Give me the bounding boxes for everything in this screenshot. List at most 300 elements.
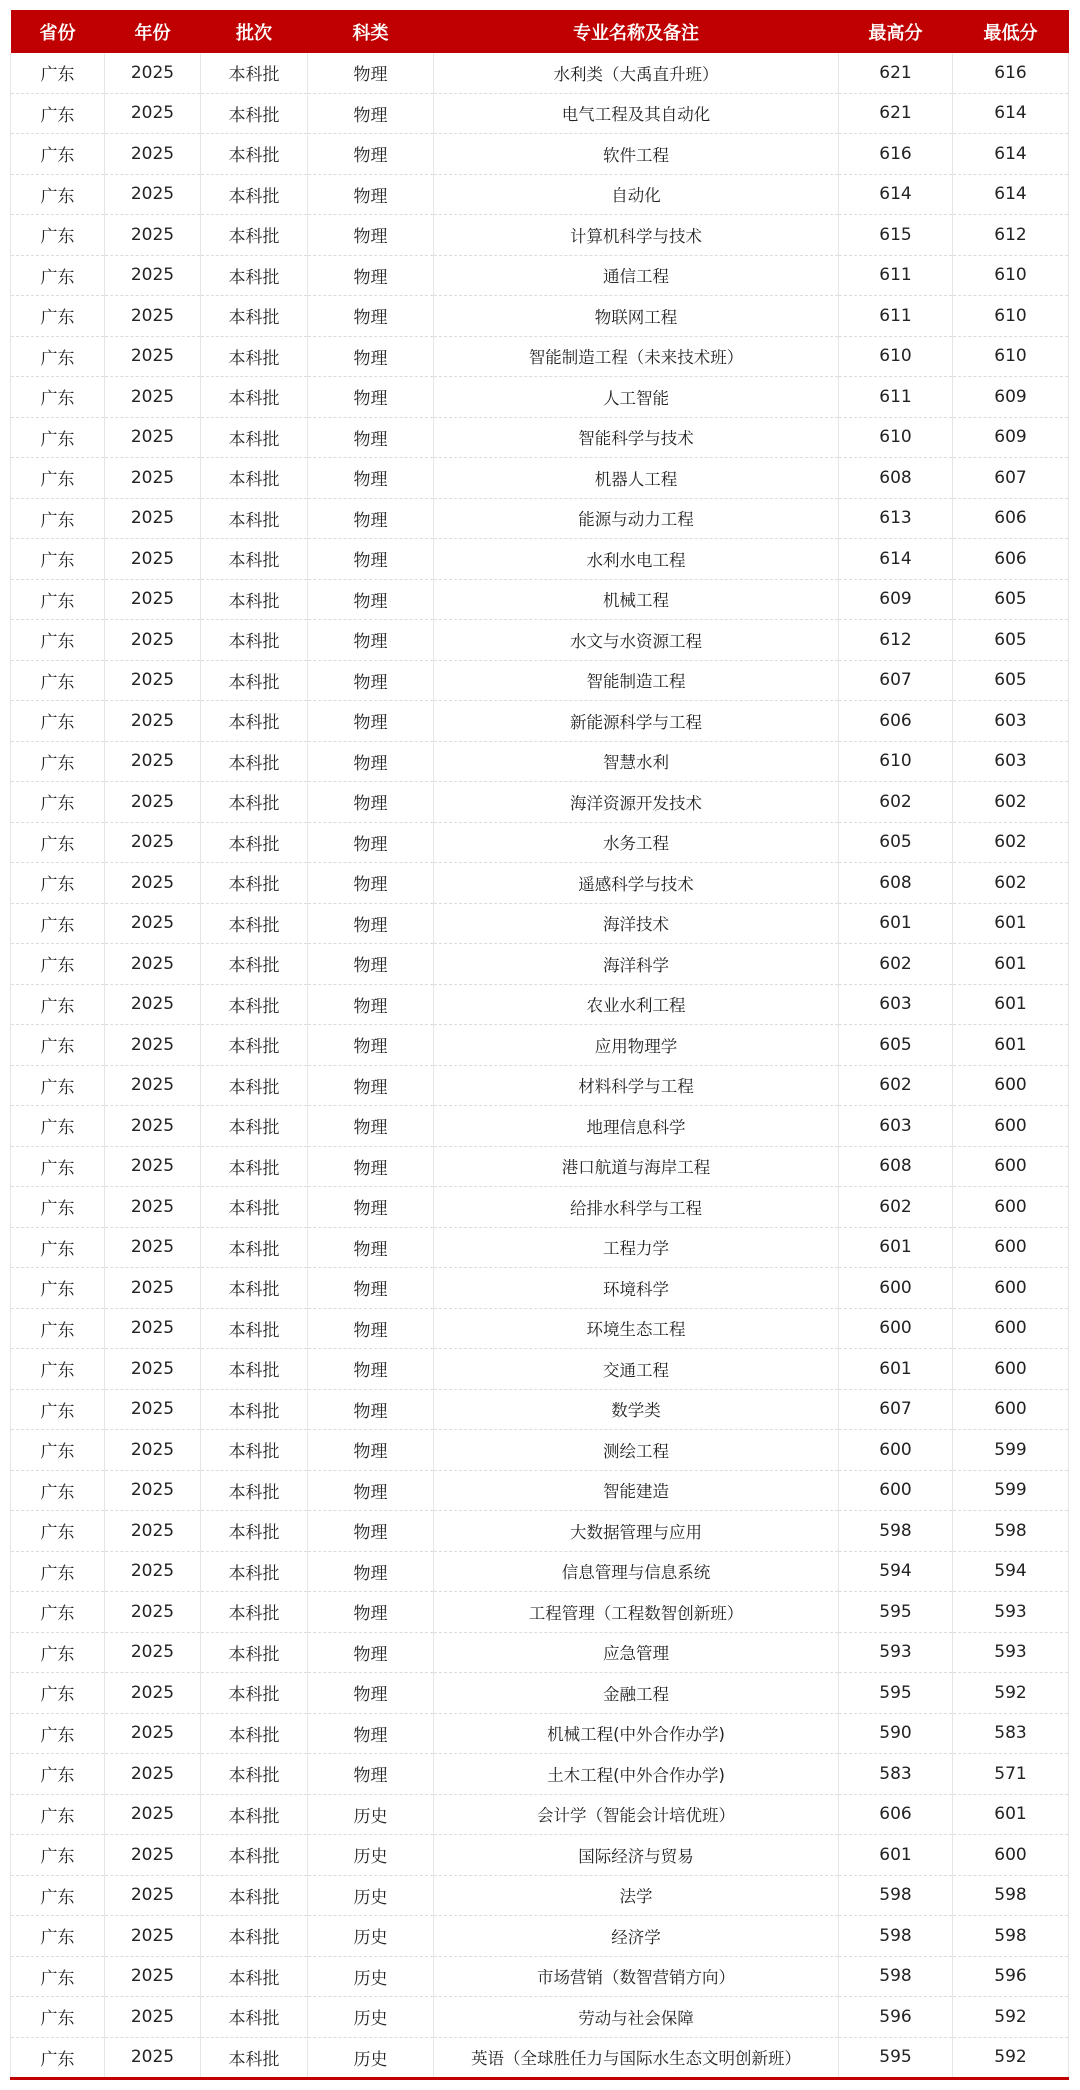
table-row <box>11 701 1069 742</box>
batch-cell: 本科批 <box>201 620 308 661</box>
batch-cell: 本科批 <box>201 1673 308 1714</box>
max-score-cell: 606 <box>839 1794 953 1835</box>
province-cell: 广东 <box>11 1227 105 1268</box>
year-cell: 2025 <box>105 701 201 742</box>
min-score-cell: 593 <box>953 1592 1069 1633</box>
subject-cell: 物理 <box>308 255 434 296</box>
year-cell: 2025 <box>105 417 201 458</box>
year-cell: 2025 <box>105 458 201 499</box>
subject-cell: 物理 <box>308 296 434 337</box>
subject-cell: 历史 <box>308 1875 434 1916</box>
min-score-cell: 609 <box>953 417 1069 458</box>
max-score-cell: 614 <box>839 539 953 580</box>
table-row <box>11 1875 1069 1916</box>
province-cell: 广东 <box>11 1794 105 1835</box>
min-score-cell: 599 <box>953 1470 1069 1511</box>
major-cell: 数学类 <box>434 1389 839 1430</box>
major-cell: 大数据管理与应用 <box>434 1511 839 1552</box>
batch-cell: 本科批 <box>201 944 308 985</box>
max-score-cell: 621 <box>839 93 953 134</box>
subject-cell: 物理 <box>308 1632 434 1673</box>
province-cell: 广东 <box>11 458 105 499</box>
table-row <box>11 1835 1069 1876</box>
header-batch: 批次 <box>201 10 308 53</box>
province-cell: 广东 <box>11 1025 105 1066</box>
table-header <box>11 10 1069 53</box>
year-cell: 2025 <box>105 1632 201 1673</box>
province-cell: 广东 <box>11 498 105 539</box>
province-cell: 广东 <box>11 822 105 863</box>
subject-cell: 物理 <box>308 1389 434 1430</box>
subject-cell: 物理 <box>308 417 434 458</box>
max-score-cell: 613 <box>839 498 953 539</box>
subject-cell: 物理 <box>308 498 434 539</box>
batch-cell: 本科批 <box>201 1430 308 1471</box>
table-row <box>11 1106 1069 1147</box>
header-subject: 科类 <box>308 10 434 53</box>
year-cell: 2025 <box>105 1146 201 1187</box>
major-cell: 新能源科学与工程 <box>434 701 839 742</box>
table-row <box>11 1227 1069 1268</box>
year-cell: 2025 <box>105 1268 201 1309</box>
year-cell: 2025 <box>105 1997 201 2038</box>
table-row <box>11 1470 1069 1511</box>
max-score-cell: 600 <box>839 1470 953 1511</box>
subject-cell: 物理 <box>308 1065 434 1106</box>
batch-cell: 本科批 <box>201 1187 308 1228</box>
min-score-cell: 601 <box>953 1025 1069 1066</box>
batch-cell: 本科批 <box>201 863 308 904</box>
min-score-cell: 600 <box>953 1268 1069 1309</box>
major-cell: 工程力学 <box>434 1227 839 1268</box>
year-cell: 2025 <box>105 53 201 93</box>
min-score-cell: 592 <box>953 2037 1069 2079</box>
year-cell: 2025 <box>105 1227 201 1268</box>
major-cell: 水务工程 <box>434 822 839 863</box>
major-cell: 劳动与社会保障 <box>434 1997 839 2038</box>
max-score-cell: 607 <box>839 1389 953 1430</box>
table-row <box>11 1632 1069 1673</box>
max-score-cell: 593 <box>839 1632 953 1673</box>
year-cell: 2025 <box>105 660 201 701</box>
subject-cell: 历史 <box>308 2037 434 2079</box>
table-row <box>11 1592 1069 1633</box>
province-cell: 广东 <box>11 2037 105 2079</box>
province-cell: 广东 <box>11 1713 105 1754</box>
batch-cell: 本科批 <box>201 1875 308 1916</box>
min-score-cell: 598 <box>953 1511 1069 1552</box>
batch-cell: 本科批 <box>201 1592 308 1633</box>
table-row <box>11 1754 1069 1795</box>
subject-cell: 历史 <box>308 1794 434 1835</box>
min-score-cell: 616 <box>953 53 1069 93</box>
table-row <box>11 822 1069 863</box>
province-cell: 广东 <box>11 1673 105 1714</box>
batch-cell: 本科批 <box>201 741 308 782</box>
major-cell: 环境科学 <box>434 1268 839 1309</box>
max-score-cell: 602 <box>839 1187 953 1228</box>
province-cell: 广东 <box>11 620 105 661</box>
batch-cell: 本科批 <box>201 296 308 337</box>
max-score-cell: 608 <box>839 458 953 499</box>
min-score-cell: 609 <box>953 377 1069 418</box>
major-cell: 智慧水利 <box>434 741 839 782</box>
min-score-cell: 593 <box>953 1632 1069 1673</box>
min-score-cell: 614 <box>953 134 1069 175</box>
major-cell: 经济学 <box>434 1916 839 1957</box>
year-cell: 2025 <box>105 984 201 1025</box>
table-row <box>11 417 1069 458</box>
header-row <box>11 10 1069 53</box>
table-row <box>11 1146 1069 1187</box>
major-cell: 地理信息科学 <box>434 1106 839 1147</box>
major-cell: 水文与水资源工程 <box>434 620 839 661</box>
subject-cell: 历史 <box>308 1916 434 1957</box>
subject-cell: 物理 <box>308 822 434 863</box>
subject-cell: 历史 <box>308 1835 434 1876</box>
batch-cell: 本科批 <box>201 660 308 701</box>
province-cell: 广东 <box>11 1470 105 1511</box>
batch-cell: 本科批 <box>201 1713 308 1754</box>
year-cell: 2025 <box>105 296 201 337</box>
batch-cell: 本科批 <box>201 377 308 418</box>
province-cell: 广东 <box>11 53 105 93</box>
batch-cell: 本科批 <box>201 1025 308 1066</box>
table-row <box>11 498 1069 539</box>
batch-cell: 本科批 <box>201 458 308 499</box>
max-score-cell: 611 <box>839 296 953 337</box>
min-score-cell: 598 <box>953 1875 1069 1916</box>
batch-cell: 本科批 <box>201 336 308 377</box>
major-cell: 机械工程 <box>434 579 839 620</box>
max-score-cell: 594 <box>839 1551 953 1592</box>
batch-cell: 本科批 <box>201 134 308 175</box>
max-score-cell: 608 <box>839 863 953 904</box>
max-score-cell: 606 <box>839 701 953 742</box>
subject-cell: 物理 <box>308 863 434 904</box>
header-major: 专业名称及备注 <box>434 10 839 53</box>
province-cell: 广东 <box>11 903 105 944</box>
year-cell: 2025 <box>105 539 201 580</box>
year-cell: 2025 <box>105 620 201 661</box>
year-cell: 2025 <box>105 822 201 863</box>
province-cell: 广东 <box>11 1511 105 1552</box>
table-row <box>11 1551 1069 1592</box>
province-cell: 广东 <box>11 539 105 580</box>
subject-cell: 物理 <box>308 336 434 377</box>
year-cell: 2025 <box>105 1916 201 1957</box>
max-score-cell: 601 <box>839 1227 953 1268</box>
table-row <box>11 174 1069 215</box>
major-cell: 软件工程 <box>434 134 839 175</box>
subject-cell: 物理 <box>308 458 434 499</box>
table-row <box>11 458 1069 499</box>
table-row <box>11 741 1069 782</box>
year-cell: 2025 <box>105 1835 201 1876</box>
major-cell: 金融工程 <box>434 1673 839 1714</box>
batch-cell: 本科批 <box>201 1551 308 1592</box>
batch-cell: 本科批 <box>201 1754 308 1795</box>
major-cell: 智能科学与技术 <box>434 417 839 458</box>
major-cell: 智能制造工程 <box>434 660 839 701</box>
subject-cell: 物理 <box>308 660 434 701</box>
major-cell: 智能制造工程（未来技术班） <box>434 336 839 377</box>
table-row <box>11 1349 1069 1390</box>
province-cell: 广东 <box>11 984 105 1025</box>
year-cell: 2025 <box>105 1592 201 1633</box>
year-cell: 2025 <box>105 741 201 782</box>
max-score-cell: 595 <box>839 1592 953 1633</box>
table-row <box>11 984 1069 1025</box>
province-cell: 广东 <box>11 1835 105 1876</box>
max-score-cell: 598 <box>839 1511 953 1552</box>
min-score-cell: 598 <box>953 1916 1069 1957</box>
province-cell: 广东 <box>11 741 105 782</box>
province-cell: 广东 <box>11 1916 105 1957</box>
score-table <box>10 10 1069 2080</box>
year-cell: 2025 <box>105 944 201 985</box>
max-score-cell: 603 <box>839 1106 953 1147</box>
year-cell: 2025 <box>105 134 201 175</box>
max-score-cell: 610 <box>839 417 953 458</box>
major-cell: 自动化 <box>434 174 839 215</box>
min-score-cell: 601 <box>953 944 1069 985</box>
province-cell: 广东 <box>11 1875 105 1916</box>
province-cell: 广东 <box>11 1146 105 1187</box>
year-cell: 2025 <box>105 1308 201 1349</box>
province-cell: 广东 <box>11 134 105 175</box>
min-score-cell: 583 <box>953 1713 1069 1754</box>
min-score-cell: 600 <box>953 1106 1069 1147</box>
major-cell: 给排水科学与工程 <box>434 1187 839 1228</box>
min-score-cell: 600 <box>953 1835 1069 1876</box>
year-cell: 2025 <box>105 1754 201 1795</box>
min-score-cell: 612 <box>953 215 1069 256</box>
table-row <box>11 134 1069 175</box>
table-row <box>11 377 1069 418</box>
admission-score-sheet <box>10 10 1068 2080</box>
min-score-cell: 602 <box>953 782 1069 823</box>
year-cell: 2025 <box>105 377 201 418</box>
major-cell: 应用物理学 <box>434 1025 839 1066</box>
table-row <box>11 660 1069 701</box>
max-score-cell: 595 <box>839 1673 953 1714</box>
major-cell: 物联网工程 <box>434 296 839 337</box>
batch-cell: 本科批 <box>201 1308 308 1349</box>
year-cell: 2025 <box>105 1025 201 1066</box>
subject-cell: 物理 <box>308 1268 434 1309</box>
subject-cell: 物理 <box>308 1146 434 1187</box>
header-province: 省份 <box>11 10 105 53</box>
table-row <box>11 620 1069 661</box>
subject-cell: 物理 <box>308 1308 434 1349</box>
min-score-cell: 594 <box>953 1551 1069 1592</box>
min-score-cell: 607 <box>953 458 1069 499</box>
batch-cell: 本科批 <box>201 1106 308 1147</box>
subject-cell: 物理 <box>308 1025 434 1066</box>
min-score-cell: 610 <box>953 255 1069 296</box>
subject-cell: 物理 <box>308 1187 434 1228</box>
year-cell: 2025 <box>105 1551 201 1592</box>
batch-cell: 本科批 <box>201 255 308 296</box>
min-score-cell: 600 <box>953 1308 1069 1349</box>
province-cell: 广东 <box>11 1997 105 2038</box>
table-row <box>11 1511 1069 1552</box>
batch-cell: 本科批 <box>201 579 308 620</box>
province-cell: 广东 <box>11 296 105 337</box>
subject-cell: 物理 <box>308 701 434 742</box>
min-score-cell: 614 <box>953 93 1069 134</box>
province-cell: 广东 <box>11 174 105 215</box>
year-cell: 2025 <box>105 93 201 134</box>
province-cell: 广东 <box>11 377 105 418</box>
max-score-cell: 602 <box>839 944 953 985</box>
province-cell: 广东 <box>11 1349 105 1390</box>
batch-cell: 本科批 <box>201 1349 308 1390</box>
table-row <box>11 1308 1069 1349</box>
province-cell: 广东 <box>11 1106 105 1147</box>
min-score-cell: 606 <box>953 539 1069 580</box>
major-cell: 海洋技术 <box>434 903 839 944</box>
min-score-cell: 601 <box>953 984 1069 1025</box>
province-cell: 广东 <box>11 863 105 904</box>
year-cell: 2025 <box>105 2037 201 2079</box>
batch-cell: 本科批 <box>201 1389 308 1430</box>
major-cell: 海洋资源开发技术 <box>434 782 839 823</box>
province-cell: 广东 <box>11 1065 105 1106</box>
subject-cell: 物理 <box>308 1511 434 1552</box>
min-score-cell: 600 <box>953 1227 1069 1268</box>
table-row <box>11 903 1069 944</box>
max-score-cell: 598 <box>839 1875 953 1916</box>
year-cell: 2025 <box>105 579 201 620</box>
province-cell: 广东 <box>11 215 105 256</box>
subject-cell: 物理 <box>308 1551 434 1592</box>
min-score-cell: 605 <box>953 620 1069 661</box>
batch-cell: 本科批 <box>201 2037 308 2079</box>
max-score-cell: 602 <box>839 1065 953 1106</box>
max-score-cell: 612 <box>839 620 953 661</box>
major-cell: 英语（全球胜任力与国际水生态文明创新班） <box>434 2037 839 2079</box>
batch-cell: 本科批 <box>201 53 308 93</box>
major-cell: 水利类（大禹直升班） <box>434 53 839 93</box>
max-score-cell: 583 <box>839 1754 953 1795</box>
batch-cell: 本科批 <box>201 1065 308 1106</box>
batch-cell: 本科批 <box>201 1956 308 1997</box>
major-cell: 信息管理与信息系统 <box>434 1551 839 1592</box>
province-cell: 广东 <box>11 1187 105 1228</box>
max-score-cell: 600 <box>839 1430 953 1471</box>
subject-cell: 物理 <box>308 1592 434 1633</box>
max-score-cell: 603 <box>839 984 953 1025</box>
province-cell: 广东 <box>11 1308 105 1349</box>
max-score-cell: 601 <box>839 1349 953 1390</box>
max-score-cell: 616 <box>839 134 953 175</box>
year-cell: 2025 <box>105 336 201 377</box>
header-year: 年份 <box>105 10 201 53</box>
major-cell: 应急管理 <box>434 1632 839 1673</box>
max-score-cell: 600 <box>839 1308 953 1349</box>
min-score-cell: 610 <box>953 336 1069 377</box>
batch-cell: 本科批 <box>201 1835 308 1876</box>
year-cell: 2025 <box>105 1389 201 1430</box>
subject-cell: 物理 <box>308 984 434 1025</box>
subject-cell: 物理 <box>308 93 434 134</box>
min-score-cell: 605 <box>953 579 1069 620</box>
province-cell: 广东 <box>11 701 105 742</box>
table-row <box>11 1025 1069 1066</box>
max-score-cell: 607 <box>839 660 953 701</box>
major-cell: 海洋科学 <box>434 944 839 985</box>
max-score-cell: 615 <box>839 215 953 256</box>
max-score-cell: 605 <box>839 822 953 863</box>
max-score-cell: 609 <box>839 579 953 620</box>
min-score-cell: 600 <box>953 1187 1069 1228</box>
table-row <box>11 1794 1069 1835</box>
subject-cell: 物理 <box>308 1713 434 1754</box>
province-cell: 广东 <box>11 1754 105 1795</box>
major-cell: 农业水利工程 <box>434 984 839 1025</box>
min-score-cell: 600 <box>953 1349 1069 1390</box>
batch-cell: 本科批 <box>201 1794 308 1835</box>
year-cell: 2025 <box>105 1470 201 1511</box>
year-cell: 2025 <box>105 1956 201 1997</box>
major-cell: 市场营销（数智营销方向） <box>434 1956 839 1997</box>
province-cell: 广东 <box>11 336 105 377</box>
subject-cell: 物理 <box>308 215 434 256</box>
subject-cell: 物理 <box>308 53 434 93</box>
year-cell: 2025 <box>105 1187 201 1228</box>
batch-cell: 本科批 <box>201 1268 308 1309</box>
major-cell: 遥感科学与技术 <box>434 863 839 904</box>
year-cell: 2025 <box>105 1065 201 1106</box>
table-row <box>11 1956 1069 1997</box>
min-score-cell: 603 <box>953 701 1069 742</box>
major-cell: 测绘工程 <box>434 1430 839 1471</box>
max-score-cell: 596 <box>839 1997 953 2038</box>
min-score-cell: 601 <box>953 1794 1069 1835</box>
major-cell: 工程管理（工程数智创新班） <box>434 1592 839 1633</box>
major-cell: 水利水电工程 <box>434 539 839 580</box>
province-cell: 广东 <box>11 944 105 985</box>
table-row <box>11 1997 1069 2038</box>
province-cell: 广东 <box>11 1430 105 1471</box>
table-row <box>11 53 1069 93</box>
min-score-cell: 592 <box>953 1997 1069 2038</box>
batch-cell: 本科批 <box>201 822 308 863</box>
year-cell: 2025 <box>105 255 201 296</box>
table-row <box>11 215 1069 256</box>
table-row <box>11 336 1069 377</box>
header-max-score: 最高分 <box>839 10 953 53</box>
year-cell: 2025 <box>105 903 201 944</box>
subject-cell: 物理 <box>308 1470 434 1511</box>
max-score-cell: 605 <box>839 1025 953 1066</box>
table-row <box>11 539 1069 580</box>
province-cell: 广东 <box>11 660 105 701</box>
major-cell: 机器人工程 <box>434 458 839 499</box>
subject-cell: 物理 <box>308 174 434 215</box>
table-row <box>11 1389 1069 1430</box>
batch-cell: 本科批 <box>201 1470 308 1511</box>
major-cell: 能源与动力工程 <box>434 498 839 539</box>
batch-cell: 本科批 <box>201 782 308 823</box>
subject-cell: 物理 <box>308 782 434 823</box>
batch-cell: 本科批 <box>201 1916 308 1957</box>
major-cell: 港口航道与海岸工程 <box>434 1146 839 1187</box>
province-cell: 广东 <box>11 1592 105 1633</box>
year-cell: 2025 <box>105 782 201 823</box>
